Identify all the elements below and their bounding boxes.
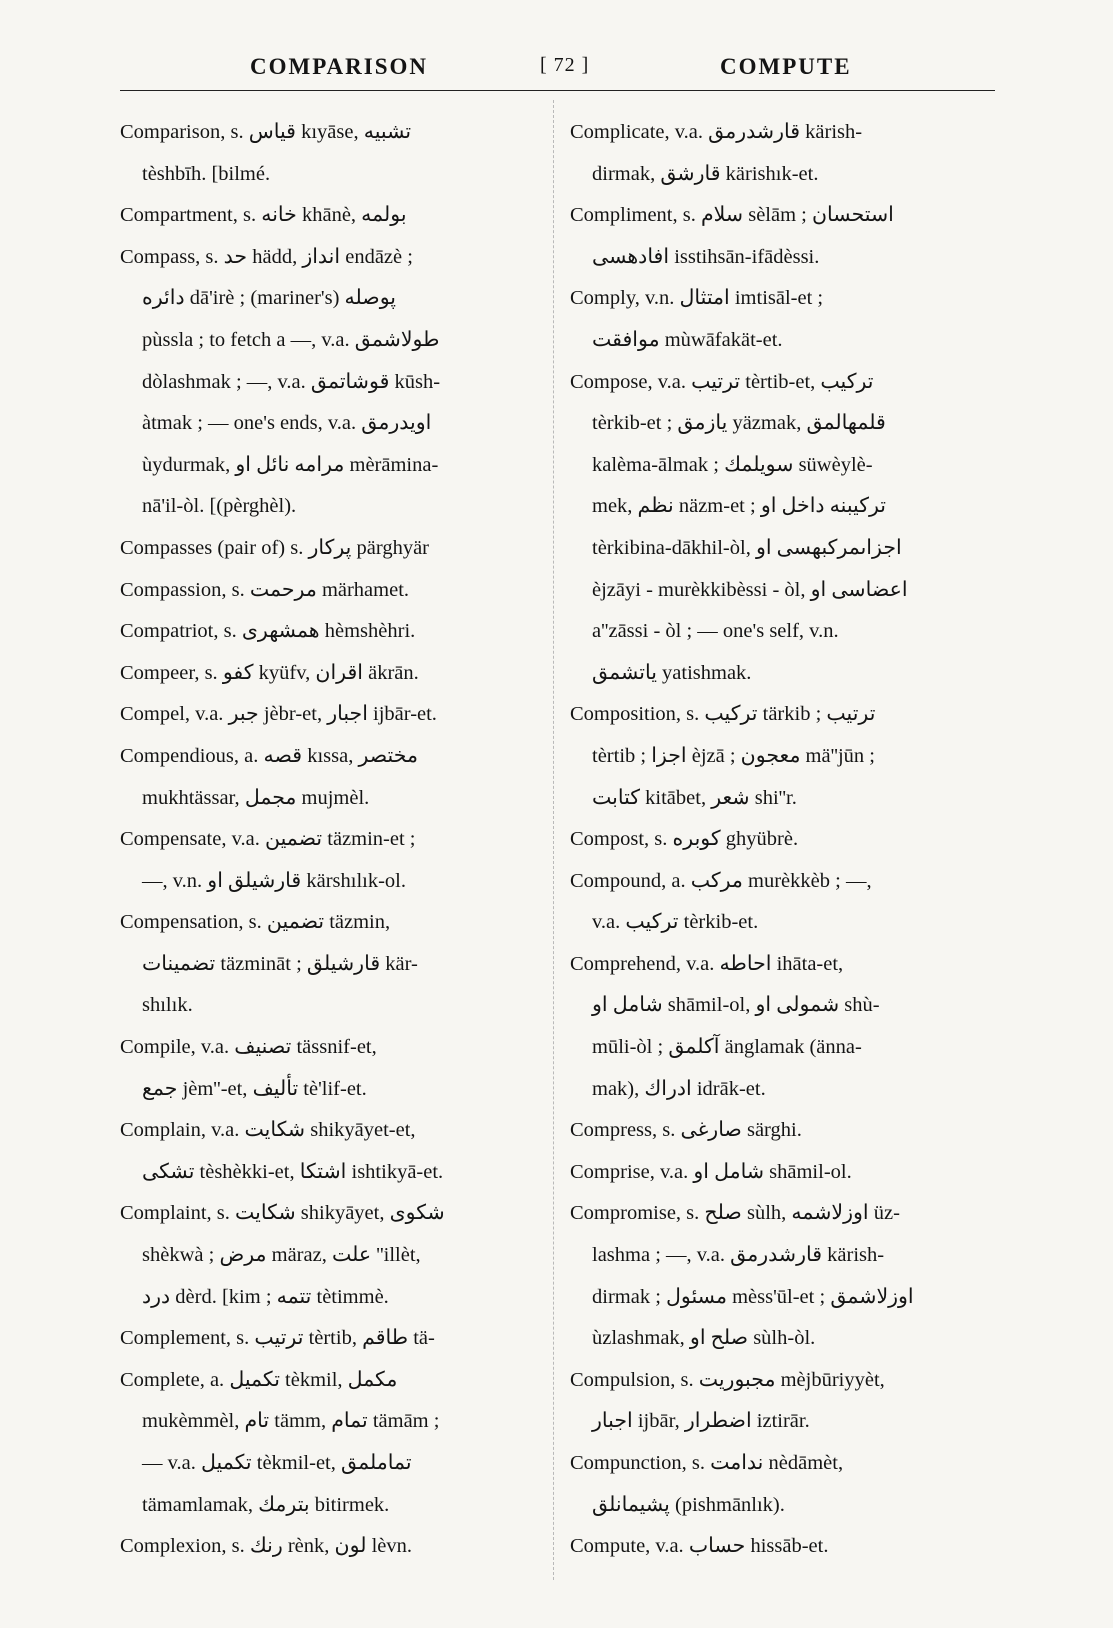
header-right-guideword: COMPUTE <box>720 54 852 79</box>
entry-line: ياتشمق yatishmak. <box>592 661 752 684</box>
entry-line: àtmak ; — one's ends, v.a. اويدرمق <box>142 412 432 435</box>
entry-line: Compasses (pair of) s. پركار pärghyär <box>120 536 429 559</box>
entry-line: Compose, v.a. ترتيب tèrtib-et, تركيب <box>570 370 874 393</box>
entry-line: —, v.n. قارشيلق او kärshılık-ol. <box>142 869 406 892</box>
entry-line: Compeer, s. كفو kyüfv, اقران äkrān. <box>120 661 419 684</box>
entry-line: dirmak, قارشق kärishık-et. <box>592 162 819 185</box>
entry-line: mak), ادراك idrāk-et. <box>592 1077 766 1100</box>
entry-line: جمع jèm''-et, تأليف tè'lif-et. <box>142 1077 367 1100</box>
entry-line: shılık. <box>142 994 193 1017</box>
entry-line: tèrtib ; اجزا èjzā ; معجون mä''jūn ; <box>592 744 875 767</box>
entry-line: ùydurmak, مرامه نائل او mèrāmina- <box>142 453 439 476</box>
entry-line: dirmak ; مسئول mèss'ūl-et ; اوزلاشمق <box>592 1285 914 1308</box>
entry-line: Comprehend, v.a. احاطه ihāta-et, <box>570 952 844 975</box>
page-number: [ 72 ] <box>540 54 590 76</box>
entry-line: tämamlamak, بترمك bitirmek. <box>142 1493 390 1516</box>
entry-line: kalèma-ālmak ; سويلمك süwèylè- <box>592 453 873 476</box>
entry-line: Compunction, s. ندامت nèdāmèt, <box>570 1452 844 1474</box>
entry-line: tèrkib-et ; يازمق yäzmak, قلمهالمق <box>592 412 886 435</box>
entry-line: Compensation, s. تضمين täzmin, <box>120 911 391 934</box>
entry-line: تضمينات täzmināt ; قارشيلق kär- <box>142 952 418 975</box>
entry-line: dòlashmak ; —, v.a. قوشاتمق kūsh- <box>142 370 441 393</box>
entry-line: Compensate, v.a. تضمين täzmin-et ; <box>120 828 416 851</box>
header-left-guideword: COMPARISON <box>250 54 429 79</box>
entry-line: mek, نظم näzm-et ; تركيبنه داخل او <box>592 495 887 518</box>
page-header <box>120 50 995 91</box>
entry-line: nā'il-òl. [(pèrghèl). <box>142 495 297 518</box>
entry-line: Comply, v.n. امتثال imtisāl-et ; <box>570 287 824 310</box>
entry-line: mukhtässar, مجمل mujmèl. <box>142 786 370 809</box>
entry-line: تشكى tèshèkki-et, اشتكا ishtikyā-et. <box>142 1160 444 1183</box>
entry-line: Compress, s. صارغى särghi. <box>570 1119 802 1142</box>
entry-line: a''zāssi - òl ; — one's self, v.n. <box>592 620 839 643</box>
column-divider <box>553 100 555 1580</box>
entry-line: mūli-òl ; آكلمق änglamak (änna- <box>592 1036 862 1059</box>
entry-line: tèshbīh. [bilmé. <box>142 162 271 185</box>
entry-line: ùzlashmak, صلح او sùlh-òl. <box>592 1327 816 1350</box>
entry-line: Compel, v.a. جبر jèbr-et, اجبار ijbār-et. <box>120 703 437 726</box>
entry-line: Complicate, v.a. قارشدرمق kärish- <box>570 121 863 143</box>
entry-line: Compulsion, s. مجبوريت mèjbūriyyèt, <box>570 1368 885 1391</box>
entry-line: Compendious, a. قصه kıssa, مختصر <box>120 744 418 767</box>
entry-line: Compromise, s. صلح sùlh, اوزلاشمه üz- <box>570 1202 900 1225</box>
entry-line: افادهسى isstihsān-ifādèssi. <box>592 245 820 268</box>
entry-line: shèkwà ; مرض märaz, علت ''illèt, <box>142 1244 421 1267</box>
entry-line: mukèmmèl, تام tämm, تمام tämām ; <box>142 1410 440 1433</box>
entry-line: شامل او shāmil-ol, شمولى او shù- <box>592 994 880 1017</box>
left-column <box>120 112 545 1568</box>
entry-line: دائره dā'irè ; (mariner's) پوصله <box>142 287 397 310</box>
entry-line: pùssla ; to fetch a —, v.a. طولاشمق <box>142 328 440 351</box>
entry-line: Complaint, s. شكايت shikyāyet, شكوى <box>120 1202 445 1225</box>
entry-line: درد dèrd. [kim ; تتمه tètimmè. <box>142 1285 389 1308</box>
entry-line: Comprise, v.a. شامل او shāmil-ol. <box>570 1160 852 1183</box>
right-column <box>570 112 995 1568</box>
entry-line: Compound, a. مركب murèkkèb ; —, <box>570 869 872 892</box>
entry-line: اجبار ijbār, اضطرار iztirār. <box>592 1410 810 1433</box>
entry-line: Comparison, s. قياس kıyāse, تشبيه <box>120 121 412 143</box>
entry-line: Complexion, s. رنك rènk, لون lèvn. <box>120 1535 412 1558</box>
entry-line: Compliment, s. سلام sèlām ; استحسان <box>570 204 894 227</box>
entry-line: Complement, s. ترتيب tèrtib, طاقم tä- <box>120 1327 435 1350</box>
entry-line: كتابت kitābet, شعر shi''r. <box>592 786 797 809</box>
entry-line: èjzāyi - murèkkibèssi - òl, اعضاسى او <box>592 578 908 601</box>
entry-line: Compassion, s. مرحمت märhamet. <box>120 578 410 601</box>
entry-line: Compost, s. كوبره ghyübrè. <box>570 828 799 851</box>
entry-line: lashma ; —, v.a. قارشدرمق kärish- <box>592 1244 885 1267</box>
entry-line: Complete, a. تكميل tèkmil, مكمل <box>120 1368 398 1391</box>
entry-line: — v.a. تكميل tèkmil-et, تماملمق <box>142 1452 412 1474</box>
entry-line: Compile, v.a. تصنيف tässnif-et, <box>120 1036 377 1059</box>
entry-line: Compatriot, s. همشهرى hèmshèhri. <box>120 620 416 643</box>
entry-line: Compute, v.a. حساب hissāb-et. <box>570 1535 829 1558</box>
entry-line: v.a. تركيب tèrkib-et. <box>592 911 759 934</box>
entry-line: Compartment, s. خانه khānè, بولمه <box>120 204 407 227</box>
entry-line: موافقت mùwāfakät-et. <box>592 328 783 351</box>
entry-line: tèrkibina-dākhil-òl, اجزاىمركبهسى او <box>592 536 902 559</box>
entry-line: پشيمانلق (pishmānlık). <box>592 1493 785 1516</box>
entry-line: Composition, s. تركيب tärkib ; ترتيب <box>570 703 876 726</box>
entry-line: Complain, v.a. شكايت shikyāyet-et, <box>120 1119 416 1142</box>
entry-line: Compass, s. حد hädd, انداز endāzè ; <box>120 245 413 268</box>
